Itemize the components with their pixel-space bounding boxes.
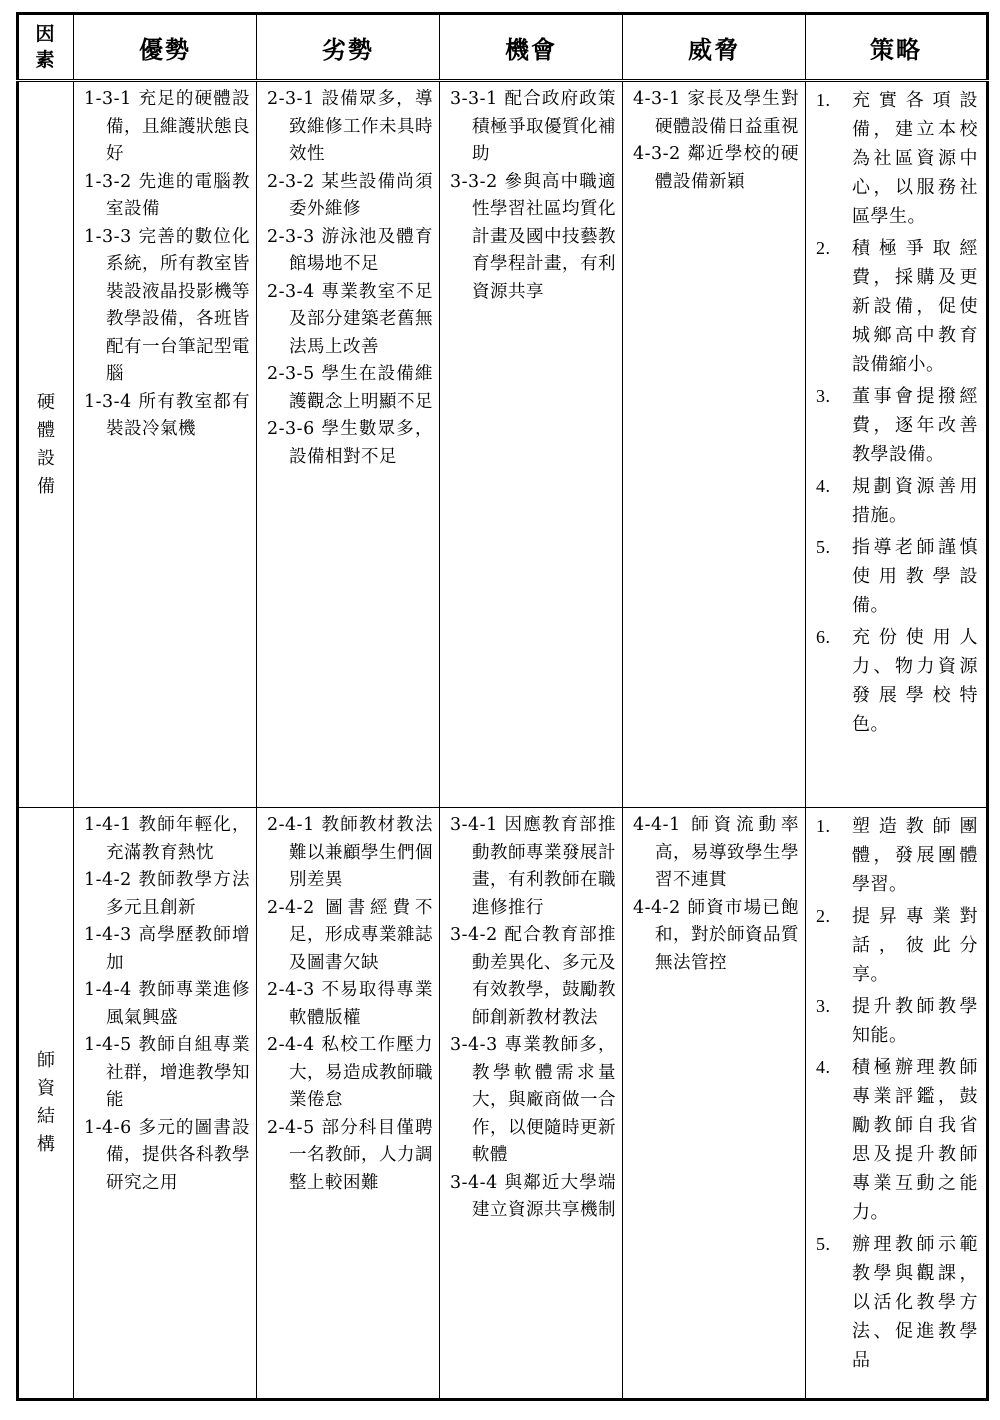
list-item: 1-3-2 先進的電腦教室設備 <box>84 171 250 219</box>
list-item: 1-3-4 所有教室都有裝設冷氣機 <box>84 391 250 439</box>
strategies-cell <box>806 808 988 1400</box>
list-item: 1-4-1 教師年輕化，充滿教育熱忱 <box>84 815 250 863</box>
list-item: 3-4-2 配合教育部推動差異化、多元及有效教學，鼓勵教師創新教材教法 <box>450 925 616 1028</box>
strategy-item: 4. 積極辦理教師專業評鑑，鼓勵教師自我省思及提升教師專業互動之能力。 <box>816 1057 978 1223</box>
list-item: 1-4-2 教師教學方法多元且創新 <box>84 870 250 918</box>
strategy-item: 3. 提升教師教學知能。 <box>816 996 978 1046</box>
threats-cell <box>623 808 806 1400</box>
strategy-item: 5. 指導老師謹慎使用教學設備。 <box>816 537 978 616</box>
factor-cell: 師 資 結 構 <box>18 808 74 1400</box>
header-row <box>18 14 988 81</box>
strategies-cell <box>806 81 988 808</box>
row-hardware <box>18 81 988 808</box>
list-item: 2-3-3 游泳池及體育館場地不足 <box>267 226 433 274</box>
list-item: 2-4-4 私校工作壓力大，易造成教師職業倦怠 <box>267 1035 433 1110</box>
strategy-item: 3. 董事會提撥經費，逐年改善教學設備。 <box>816 386 978 465</box>
strengths-cell <box>74 81 257 808</box>
strategy-item: 5. 辦理教師示範教學與觀課，以活化教學方法、促進教學品 <box>816 1234 978 1371</box>
strategy-item: 2. 積極爭取經費，採購及更新設備，促使城鄉高中教育設備縮小。 <box>816 238 978 375</box>
list-item: 1-4-3 高學歷教師增加 <box>84 925 250 973</box>
list-item: 3-4-4 與鄰近大學端建立資源共享機制 <box>450 1172 616 1220</box>
list-item: 2-3-5 學生在設備維護觀念上明顯不足 <box>267 364 433 412</box>
list-item: 2-3-4 專業教室不足及部分建築老舊無法馬上改善 <box>267 281 433 357</box>
list-item: 1-3-1 充足的硬體設備，且維護狀態良好 <box>84 89 250 164</box>
list-item: 2-3-1 設備眾多，導致維修工作未具時效性 <box>267 89 433 164</box>
strategy-item: 4. 規劃資源善用措施。 <box>816 476 978 526</box>
factor-cell: 硬 體 設 備 <box>18 81 74 808</box>
weaknesses-cell <box>257 808 440 1400</box>
list-item: 2-4-5 部分科目僅聘一名教師，人力調整上較困難 <box>267 1117 433 1193</box>
list-item: 4-3-1 家長及學生對硬體設備日益重視 <box>633 89 799 137</box>
strategy-item: 1. 充實各項設備，建立本校為社區資源中心，以服務社區學生。 <box>816 90 978 227</box>
list-item: 2-4-3 不易取得專業軟體版權 <box>267 980 433 1028</box>
list-item: 4-4-2 師資市場已飽和，對於師資品質無法管控 <box>633 897 799 973</box>
header-strategies: 策略 <box>806 14 988 81</box>
strengths-cell <box>74 808 257 1400</box>
list-item: 2-4-2 圖書經費不足，形成專業雜誌及圖書欠缺 <box>267 897 433 973</box>
list-item: 2-3-2 某些設備尚須委外維修 <box>267 171 433 219</box>
strategy-item: 1. 塑造教師團體，發展團體學習。 <box>816 816 978 895</box>
list-item: 2-3-6 學生數眾多，設備相對不足 <box>267 419 433 467</box>
list-item: 3-4-3 專業教師多，教學軟體需求量大，與廠商做一合作，以便隨時更新軟體 <box>450 1035 616 1165</box>
list-item: 4-3-2 鄰近學校的硬體設備新穎 <box>633 144 799 192</box>
list-item: 1-4-4 教師專業進修風氣興盛 <box>84 980 250 1028</box>
header-opportunities: 機會 <box>440 14 623 81</box>
list-item: 1-3-3 完善的數位化系統，所有教室皆裝設液晶投影機等教學設備，各班皆配有一台筆記型電腦 <box>84 226 250 384</box>
header-threats: 威脅 <box>623 14 806 81</box>
list-item: 1-4-6 多元的圖書設備，提供各科教學研究之用 <box>84 1117 250 1193</box>
strategy-item: 6. 充份使用人力、物力資源發展學校特色。 <box>816 627 978 735</box>
row-teacher-structure <box>18 808 988 1400</box>
threats-cell <box>623 81 806 808</box>
list-item: 2-4-1 教師教材教法難以兼顧學生們個別差異 <box>267 815 433 890</box>
strategy-item: 2. 提昇專業對話，彼此分享。 <box>816 906 978 985</box>
opportunities-cell <box>440 808 623 1400</box>
list-item: 3-3-1 配合政府政策積極爭取優質化補助 <box>450 89 616 164</box>
header-strengths: 優勢 <box>74 14 257 81</box>
swot-table-page <box>16 12 986 1398</box>
swot-table <box>16 12 989 1401</box>
header-factor: 因素 <box>18 14 74 81</box>
list-item: 1-4-5 教師自組專業社群，增進教學知能 <box>84 1035 250 1110</box>
opportunities-cell <box>440 81 623 808</box>
list-item: 4-4-1 師資流動率高，易導致學生學習不連貫 <box>633 815 799 890</box>
header-weaknesses: 劣勢 <box>257 14 440 81</box>
weaknesses-cell <box>257 81 440 808</box>
list-item: 3-3-2 參與高中職適性學習社區均質化計畫及國中技藝教育學程計畫，有利資源共享 <box>450 171 616 302</box>
list-item: 3-4-1 因應教育部推動教師專業發展計畫，有利教師在職進修推行 <box>450 815 616 918</box>
